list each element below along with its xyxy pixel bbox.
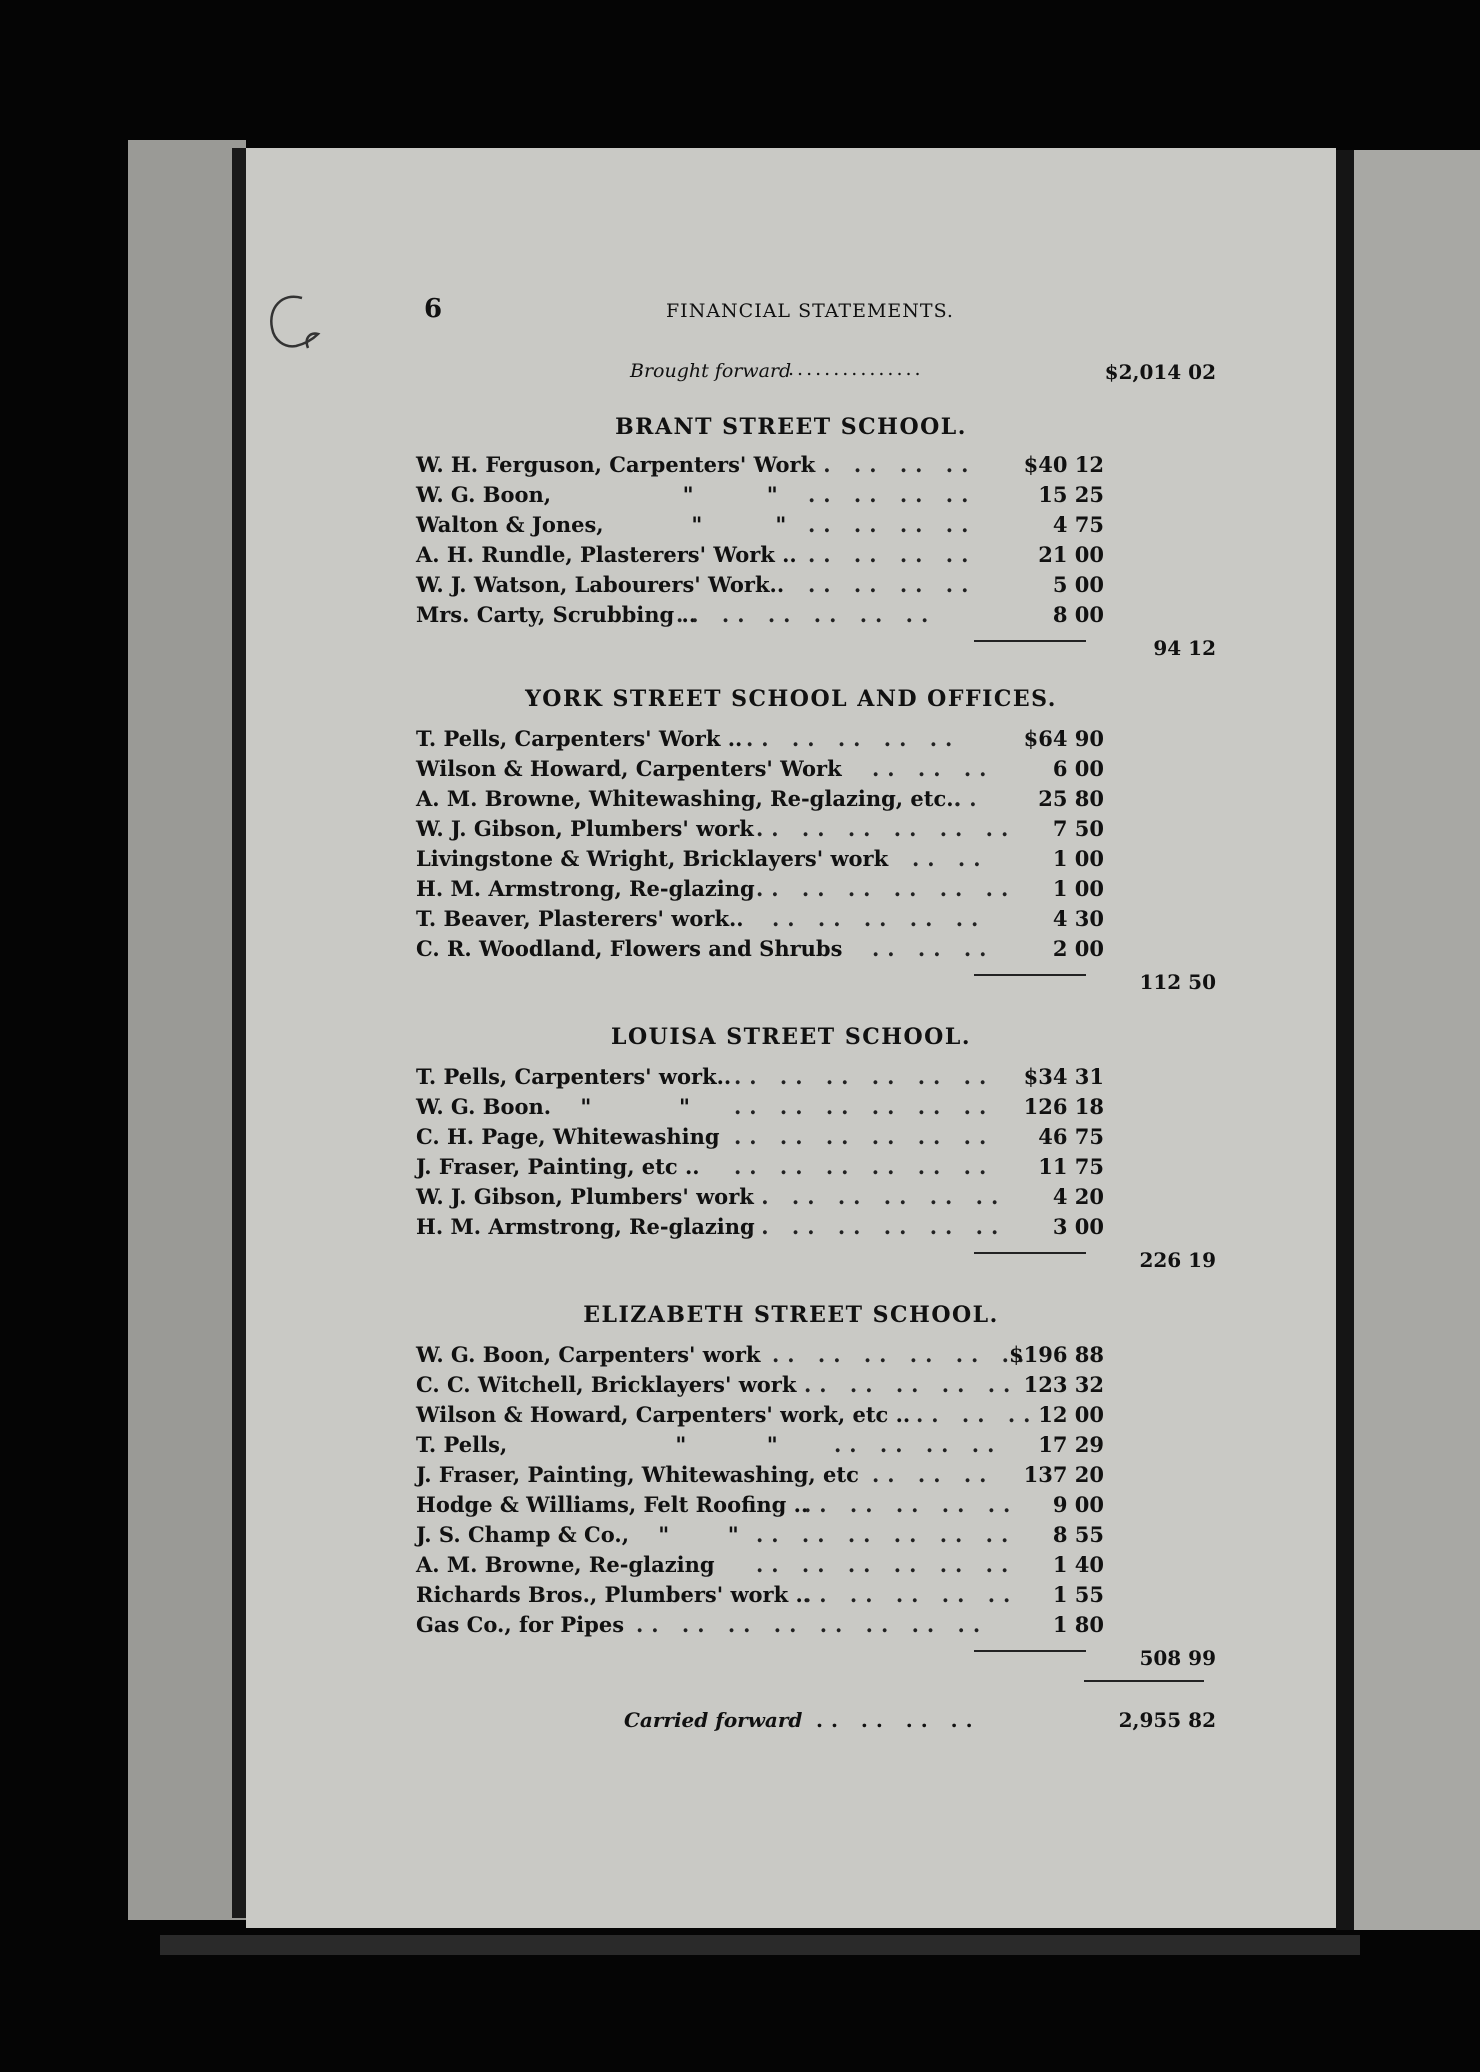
- amount: $196 88: [1009, 1342, 1104, 1367]
- ledger-row: [416, 480, 1216, 510]
- ledger-row: [416, 1490, 1216, 1520]
- amount: 5 00: [1052, 572, 1104, 597]
- dot-leader: .. .. .. .. ..: [772, 906, 987, 931]
- ledger-row: [416, 570, 1216, 600]
- brought-forward-leader: ...............: [788, 358, 924, 380]
- dot-leader: .. .. .. ..: [808, 542, 977, 567]
- subtotal-rule: [974, 1650, 1086, 1652]
- ledger-row: [416, 1520, 1216, 1550]
- pencil-annotation-mark: [262, 290, 324, 360]
- payee: H. M. Armstrong, Re-glazing: [416, 1214, 755, 1239]
- running-head: FINANCIAL STATEMENTS.: [666, 300, 954, 322]
- amount: $64 90: [1023, 726, 1104, 751]
- dot-leader: .. .. .. .. .. ..: [756, 1522, 1017, 1547]
- amount: 25 80: [1038, 786, 1104, 811]
- dot-leader: .. .. .. .. .. ..: [734, 1124, 995, 1149]
- payee: Wilson & Howard, Carpenters' work, etc ..: [416, 1402, 911, 1427]
- section-total: 508 99: [1139, 1646, 1216, 1670]
- payee: A. H. Rundle, Plasterers' Work ..: [416, 542, 797, 567]
- ledger-row: [416, 510, 1216, 540]
- amount: 8 55: [1052, 1522, 1104, 1547]
- ledger-row: [416, 874, 1216, 904]
- amount: 12 00: [1038, 1402, 1104, 1427]
- ledger-row: [416, 1182, 1216, 1212]
- subtotal-rule: [974, 640, 1086, 642]
- payee: T. Pells, " ": [416, 1432, 778, 1457]
- ledger-row: [416, 1062, 1216, 1092]
- payee: J. Fraser, Painting, etc ..: [416, 1154, 700, 1179]
- ledger-row: [416, 450, 1216, 480]
- amount: 4 20: [1052, 1184, 1104, 1209]
- dot-leader: .. .. ..: [872, 936, 995, 961]
- section-heading: LOUISA STREET SCHOOL.: [611, 1024, 971, 1050]
- dot-leader: .. .. .. ..: [808, 572, 977, 597]
- amount: 126 18: [1023, 1094, 1104, 1119]
- dot-leader: ..: [954, 786, 985, 811]
- section-heading: ELIZABETH STREET SCHOOL.: [583, 1302, 999, 1328]
- dot-leader: .. .. .. .. .. ..: [756, 1552, 1017, 1577]
- section-total: 226 19: [1139, 1248, 1216, 1272]
- ledger-row: [416, 1580, 1216, 1610]
- amount: 6 00: [1052, 756, 1104, 781]
- ledger-row: [416, 784, 1216, 814]
- subtotal-rule: [974, 1252, 1086, 1254]
- dot-leader: .. .. .. .. .. ..: [756, 876, 1017, 901]
- ledger-row: [416, 1460, 1216, 1490]
- section-heading: BRANT STREET SCHOOL.: [615, 414, 967, 440]
- dot-leader: .. ..: [912, 846, 989, 871]
- dot-leader: .. .. .. ..: [808, 482, 977, 507]
- payee: W. G. Boon, " ": [416, 482, 778, 507]
- dot-leader: .. .. .. ..: [808, 452, 977, 477]
- ledger-row: [416, 1092, 1216, 1122]
- amount: 11 75: [1038, 1154, 1104, 1179]
- amount: 1 55: [1052, 1582, 1104, 1607]
- ledger-row: [416, 1340, 1216, 1370]
- dot-leader: .. .. .. .. .. .. .. ..: [636, 1612, 989, 1637]
- payee: Walton & Jones, " ": [416, 512, 787, 537]
- section-total: 112 50: [1139, 970, 1216, 994]
- amount: 4 75: [1052, 512, 1104, 537]
- payee: T. Pells, Carpenters' Work ..: [416, 726, 743, 751]
- payee: Hodge & Williams, Felt Roofing ..: [416, 1492, 809, 1517]
- payee: Gas Co., for Pipes: [416, 1612, 625, 1637]
- payee: A. M. Browne, Whitewashing, Re-glazing, etc..: [416, 786, 961, 811]
- payee: J. Fraser, Painting, Whitewashing, etc: [416, 1462, 859, 1487]
- ledger-row: [416, 844, 1216, 874]
- dot-leader: .. .. ..: [872, 1462, 995, 1487]
- dot-leader: .. .. .. .. .. ..: [734, 1154, 995, 1179]
- section-heading: YORK STREET SCHOOL AND OFFICES.: [525, 686, 1057, 712]
- amount: 7 50: [1052, 816, 1104, 841]
- payee: C. C. Witchell, Bricklayers' work: [416, 1372, 797, 1397]
- dot-leader: .. .. .. .. .. ..: [746, 1184, 1007, 1209]
- amount: 1 40: [1052, 1552, 1104, 1577]
- ledger-row: [416, 1370, 1216, 1400]
- ledger-row: [416, 814, 1216, 844]
- dot-leader: .. .. .. .. ..: [746, 726, 961, 751]
- payee: Richards Bros., Plumbers' work ..: [416, 1582, 811, 1607]
- amount: 17 29: [1038, 1432, 1104, 1457]
- amount: 137 20: [1023, 1462, 1104, 1487]
- brought-forward-label: Brought forward: [630, 360, 792, 382]
- payee: Wilson & Howard, Carpenters' Work: [416, 756, 842, 781]
- amount: 123 32: [1023, 1372, 1104, 1397]
- ledger-row: [416, 1430, 1216, 1460]
- payee: W. J. Watson, Labourers' Work..: [416, 572, 785, 597]
- dot-leader: .. .. .. .. .. ..: [746, 1214, 1007, 1239]
- brought-forward-line: [630, 360, 1216, 390]
- amount: 1 80: [1052, 1612, 1104, 1637]
- dot-leader: .. .. .. ..: [834, 1432, 1003, 1457]
- subtotal-rule: [974, 974, 1086, 976]
- dot-leader: .. .. .. .. .. ..: [734, 1064, 995, 1089]
- payee: T. Pells, Carpenters' work..: [416, 1064, 732, 1089]
- brought-forward-amount: $2,014 02: [1104, 360, 1216, 384]
- payee: Livingstone & Wright, Bricklayers' work: [416, 846, 889, 871]
- ledger-row: [416, 540, 1216, 570]
- ledger-row: [416, 600, 1216, 630]
- payee: W. G. Boon. " ": [416, 1094, 690, 1119]
- amount: 1 00: [1052, 846, 1104, 871]
- ledger-row: [416, 1152, 1216, 1182]
- carried-forward-leader: .. .. .. ..: [816, 1708, 981, 1732]
- ledger-row: [416, 1610, 1216, 1640]
- ledger-row: [416, 1400, 1216, 1430]
- amount: 3 00: [1052, 1214, 1104, 1239]
- payee: Mrs. Carty, Scrubbing ..: [416, 602, 697, 627]
- payee: J. S. Champ & Co., " ": [416, 1522, 739, 1547]
- payee: W. G. Boon, Carpenters' work: [416, 1342, 761, 1367]
- carried-forward-label: Carried forward: [624, 1708, 803, 1732]
- payee: T. Beaver, Plasterers' work..: [416, 906, 744, 931]
- adjacent-page-left: [128, 140, 246, 1920]
- amount: 2 00: [1052, 936, 1104, 961]
- amount: $34 31: [1023, 1064, 1104, 1089]
- ledger-row: [416, 1122, 1216, 1152]
- amount: 1 00: [1052, 876, 1104, 901]
- payee: A. M. Browne, Re-glazing: [416, 1552, 715, 1577]
- ledger-row: [416, 904, 1216, 934]
- dot-leader: .. .. ..: [916, 1402, 1039, 1427]
- amount: $40 12: [1023, 452, 1104, 477]
- page-number: 6: [424, 294, 443, 324]
- ledger-row: [416, 724, 1216, 754]
- amount: 21 00: [1038, 542, 1104, 567]
- dot-leader: .. .. .. .. .. ..: [734, 1094, 995, 1119]
- binding-edge-left: [232, 148, 246, 1918]
- payee: C. R. Woodland, Flowers and Shrubs: [416, 936, 843, 961]
- adjacent-page-right: [1354, 150, 1480, 1930]
- carried-forward-amount: 2,955 82: [1118, 1708, 1216, 1732]
- ledger-row: [416, 754, 1216, 784]
- dot-leader: .. .. .. .. ..: [804, 1372, 1019, 1397]
- ledger-row: [416, 934, 1216, 964]
- dot-leader: .. .. ..: [872, 756, 995, 781]
- amount: 15 25: [1038, 482, 1104, 507]
- amount: 4 30: [1052, 906, 1104, 931]
- amount: 46 75: [1038, 1124, 1104, 1149]
- dot-leader: .. .. .. .. ..: [804, 1582, 1019, 1607]
- section-total: 94 12: [1153, 636, 1216, 660]
- dot-leader: .. .. .. .. .. ..: [772, 1342, 1033, 1367]
- carried-forward-line: [624, 1708, 1216, 1738]
- ledger-row: [416, 1212, 1216, 1242]
- binding-edge-right: [1336, 150, 1354, 1930]
- amount: 9 00: [1052, 1492, 1104, 1517]
- amount: 8 00: [1052, 602, 1104, 627]
- dot-leader: .. .. .. .. ..: [804, 1492, 1019, 1517]
- dot-leader: .. .. .. .. .. ..: [676, 602, 937, 627]
- dot-leader: .. .. .. .. .. ..: [756, 816, 1017, 841]
- dot-leader: .. .. .. ..: [808, 512, 977, 537]
- page-shadow: [160, 1935, 1360, 1955]
- payee: H. M. Armstrong, Re-glazing: [416, 876, 755, 901]
- payee: C. H. Page, Whitewashing: [416, 1124, 720, 1149]
- payee: W. J. Gibson, Plumbers' work: [416, 1184, 754, 1209]
- ledger-page: [246, 148, 1336, 1928]
- ledger-row: [416, 1550, 1216, 1580]
- grand-total-rule: [1084, 1680, 1204, 1682]
- payee: W. J. Gibson, Plumbers' work: [416, 816, 754, 841]
- payee: W. H. Ferguson, Carpenters' Work: [416, 452, 816, 477]
